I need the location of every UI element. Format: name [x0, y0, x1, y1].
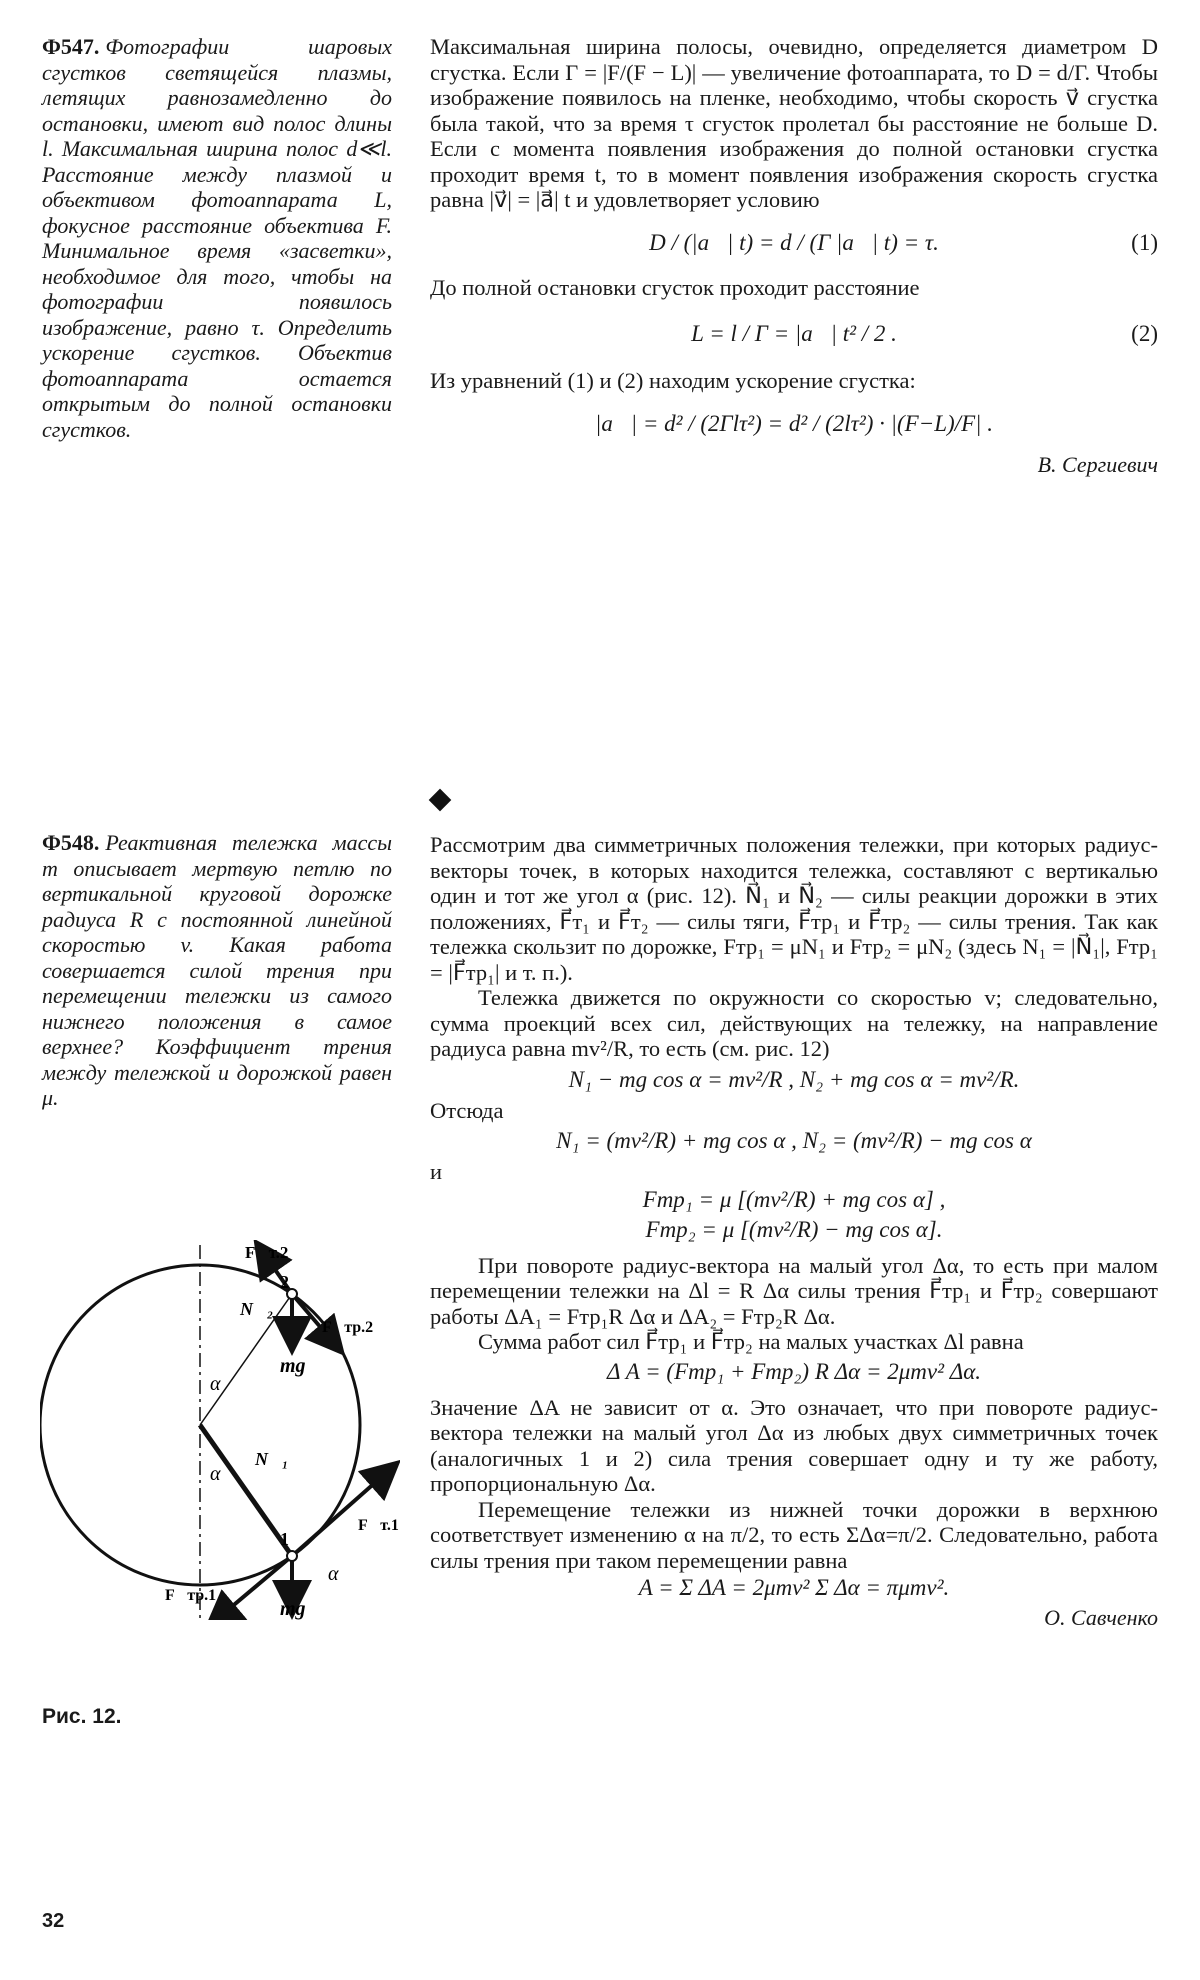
label-ftr2: F⃗тр.2: [322, 1319, 374, 1336]
figure-caption: Рис. 12.: [42, 1705, 122, 1728]
sol547-paragraph-3: Из уравнений (1) и (2) находим ускорение сгустка:: [430, 368, 916, 393]
ft1-vector: [292, 1465, 395, 1556]
author-sergievich: В. Сергиевич: [1037, 451, 1158, 477]
problem-547-solution: [430, 34, 1158, 480]
formula-3-text: |a⃗| = d² / (2Γlτ²) = d² / (2lτ²) · |(F−L)/F| .: [595, 410, 993, 436]
label-ftr1: F⃗тр.1: [165, 1587, 217, 1604]
sol548-formula-1: N₁ − mg cos α = mv²/R , N₂ + mg cos α = mv²/R.: [568, 1066, 1020, 1092]
problem-547-text: Фотографии шаровых сгустков светящейся плазмы, летящих равнозамедленно до остановки, имеют вид полос длины l. Максимальная ширина полос d≪l. Расстояние между плазмой и объективом фотоаппарата L, фокусное расстояние объектива F. Минимальное время «засветки», необходимое для того, чтобы на фотографии появилось изображение, равно τ. Определить ускорение сгустков. Объектив фотоаппарата остается открытым до полной остановки сгустков.: [42, 34, 392, 442]
n1-vector: [200, 1425, 292, 1556]
label-ft2: F⃗т.2: [245, 1243, 289, 1262]
section-diamond-marker: [429, 789, 452, 812]
sol548-otsyuda: Отсюда: [430, 1097, 504, 1123]
sol548-formula-4: Δ A = (Fтр₁ + Fтр₂) R Δα = 2μmv² Δα.: [606, 1358, 982, 1384]
sol547-formula-2: [430, 314, 1158, 354]
formula-2-number: (2): [1131, 321, 1158, 346]
formula-2-text: L = l / Γ = |a⃗| t² / 2 .: [691, 321, 897, 346]
problem-547-condition: [42, 34, 392, 442]
sol548-paragraph-6: Перемещение тележки из нижней точки дорожки в верхнюю соответствует изменению α на π/2, то есть ΣΔα=π/2. Следовательно, работа силы трения при таком перемещении равна: [430, 1496, 1158, 1573]
sol547-formula-1: [430, 223, 1158, 263]
problem-548-condition: [42, 830, 392, 1111]
sol548-paragraph-5: Значение ΔA не зависит от α. Это означает, что при повороте радиус-вектора тележки на малый угол Δα из любых двух симметричных точек (аналогичных 1 и 2) сила трения совершает одну и ту же работу, пропорциональную Δα.: [430, 1394, 1158, 1496]
label-alpha-right: α: [328, 1563, 339, 1585]
sol548-paragraph-4: Сумма работ сил F⃗тр₁ и F⃗тр₂ на малых участках Δl равна: [478, 1329, 1024, 1354]
problem-548-number: Ф548.: [42, 830, 100, 855]
label-mg1: mg⃗: [280, 1598, 322, 1620]
author-savchenko: О. Савченко: [1044, 1605, 1158, 1630]
formula-1-text: D / (|a⃗| t) = d / (Γ |a⃗| t) = τ.: [649, 229, 939, 255]
sol548-paragraph-1: Рассмотрим два симметричных положения тележки, при которых радиус-векторы точек, в которых находится тележка, составляют с вертикалью один и тот же угол α (рис. 12). N⃗₁ и N⃗₂ — силы реакции дорожки в этих положениях, F⃗т₁ и F⃗т₂ — силы тяги, F⃗тр₁ и F⃗тр₂ — силы трения. Так как тележка скользит по дорожке, Fтр₁ = μN₁ и Fтр₂ = μN₂ (здесь N₁ = |N⃗₁|, Fтр₁ = |F⃗тр₁| и т. п.).: [430, 832, 1158, 985]
label-ft1: F⃗т.1: [358, 1517, 399, 1534]
point-1: [287, 1551, 297, 1561]
label-point-1: 1: [280, 1529, 289, 1549]
label-mg2: mg⃗: [280, 1355, 322, 1377]
figure-12: [40, 1240, 400, 1620]
sol548-paragraph-3: При повороте радиус-вектора на малый угол Δα, то есть при малом перемещении тележки на Δl = R Δα силы трения F⃗тр₁ и F⃗тр₂ совершают работы ΔA₁ = Fтр₁R Δα и ΔA₂ = Fтр₂R Δα.: [430, 1252, 1158, 1329]
label-alpha-bottom: α: [210, 1463, 221, 1485]
problem-548-text: Реактивная тележка массы m описывает мертвую петлю по вертикальной круговой дорожке радиуса R с постоянной линейной скоростью v. Какая работа совершается силой трения при перемещении тележки из самого нижнего положения в самое верхнее? Коэффициент трения между тележкой и дорожкой равен μ.: [42, 830, 392, 1110]
label-point-2: 2: [280, 1272, 289, 1292]
label-alpha-top: α: [210, 1373, 221, 1395]
sol547-paragraph-2: До полной остановки сгусток проходит расстояние: [430, 274, 920, 300]
sol548-formula-2: N₁ = (mv²/R) + mg cos α , N₂ = (mv²/R) − mg cos α: [556, 1128, 1032, 1153]
sol548-paragraph-2: Тележка движется по окружности со скоростью v; следовательно, сумма проекций всех сил, действующих на тележку, на направление радиуса равна mv²/R, то есть (см. рис. 12): [430, 985, 1158, 1061]
problem-547-number: Ф547.: [42, 34, 100, 59]
sol548-formula-5: A = Σ ΔA = 2μmv² Σ Δα = πμmv².: [638, 1575, 950, 1600]
formula-1-number: (1): [1131, 229, 1158, 255]
page-number: 32: [42, 1910, 65, 1932]
problem-548-solution: [430, 832, 1158, 1633]
label-n2: N⃗₂: [240, 1299, 274, 1319]
sol548-formula-3a: Fтр₁ = μ [(mv²/R) + mg cos α] ,: [642, 1186, 946, 1212]
sol548-i: и: [430, 1159, 443, 1184]
sol548-formula-3b: Fтр₂ = μ [(mv²/R) − mg cos α].: [645, 1216, 943, 1242]
label-n1: N⃗₁: [255, 1449, 289, 1469]
sol547-paragraph-1: Максимальная ширина полосы, очевидно, определяется диаметром D сгустка. Если Γ = |F/(F − L)| — увеличение фотоаппарата, то D = d/Γ. Чтобы изображение появилось на пленке, необходимо, чтобы скорость v⃗ сгустка была такой, что за время τ сгусток пролетал бы расстояние не больше D. Если с момента появления изображения до полной остановки сгустка проходит время t, то в момент появления изображения скорость сгустка равна |v⃗| = |a⃗| t и удовлетворяет условию: [430, 34, 1158, 212]
sol547-formula-3: [430, 404, 1158, 444]
